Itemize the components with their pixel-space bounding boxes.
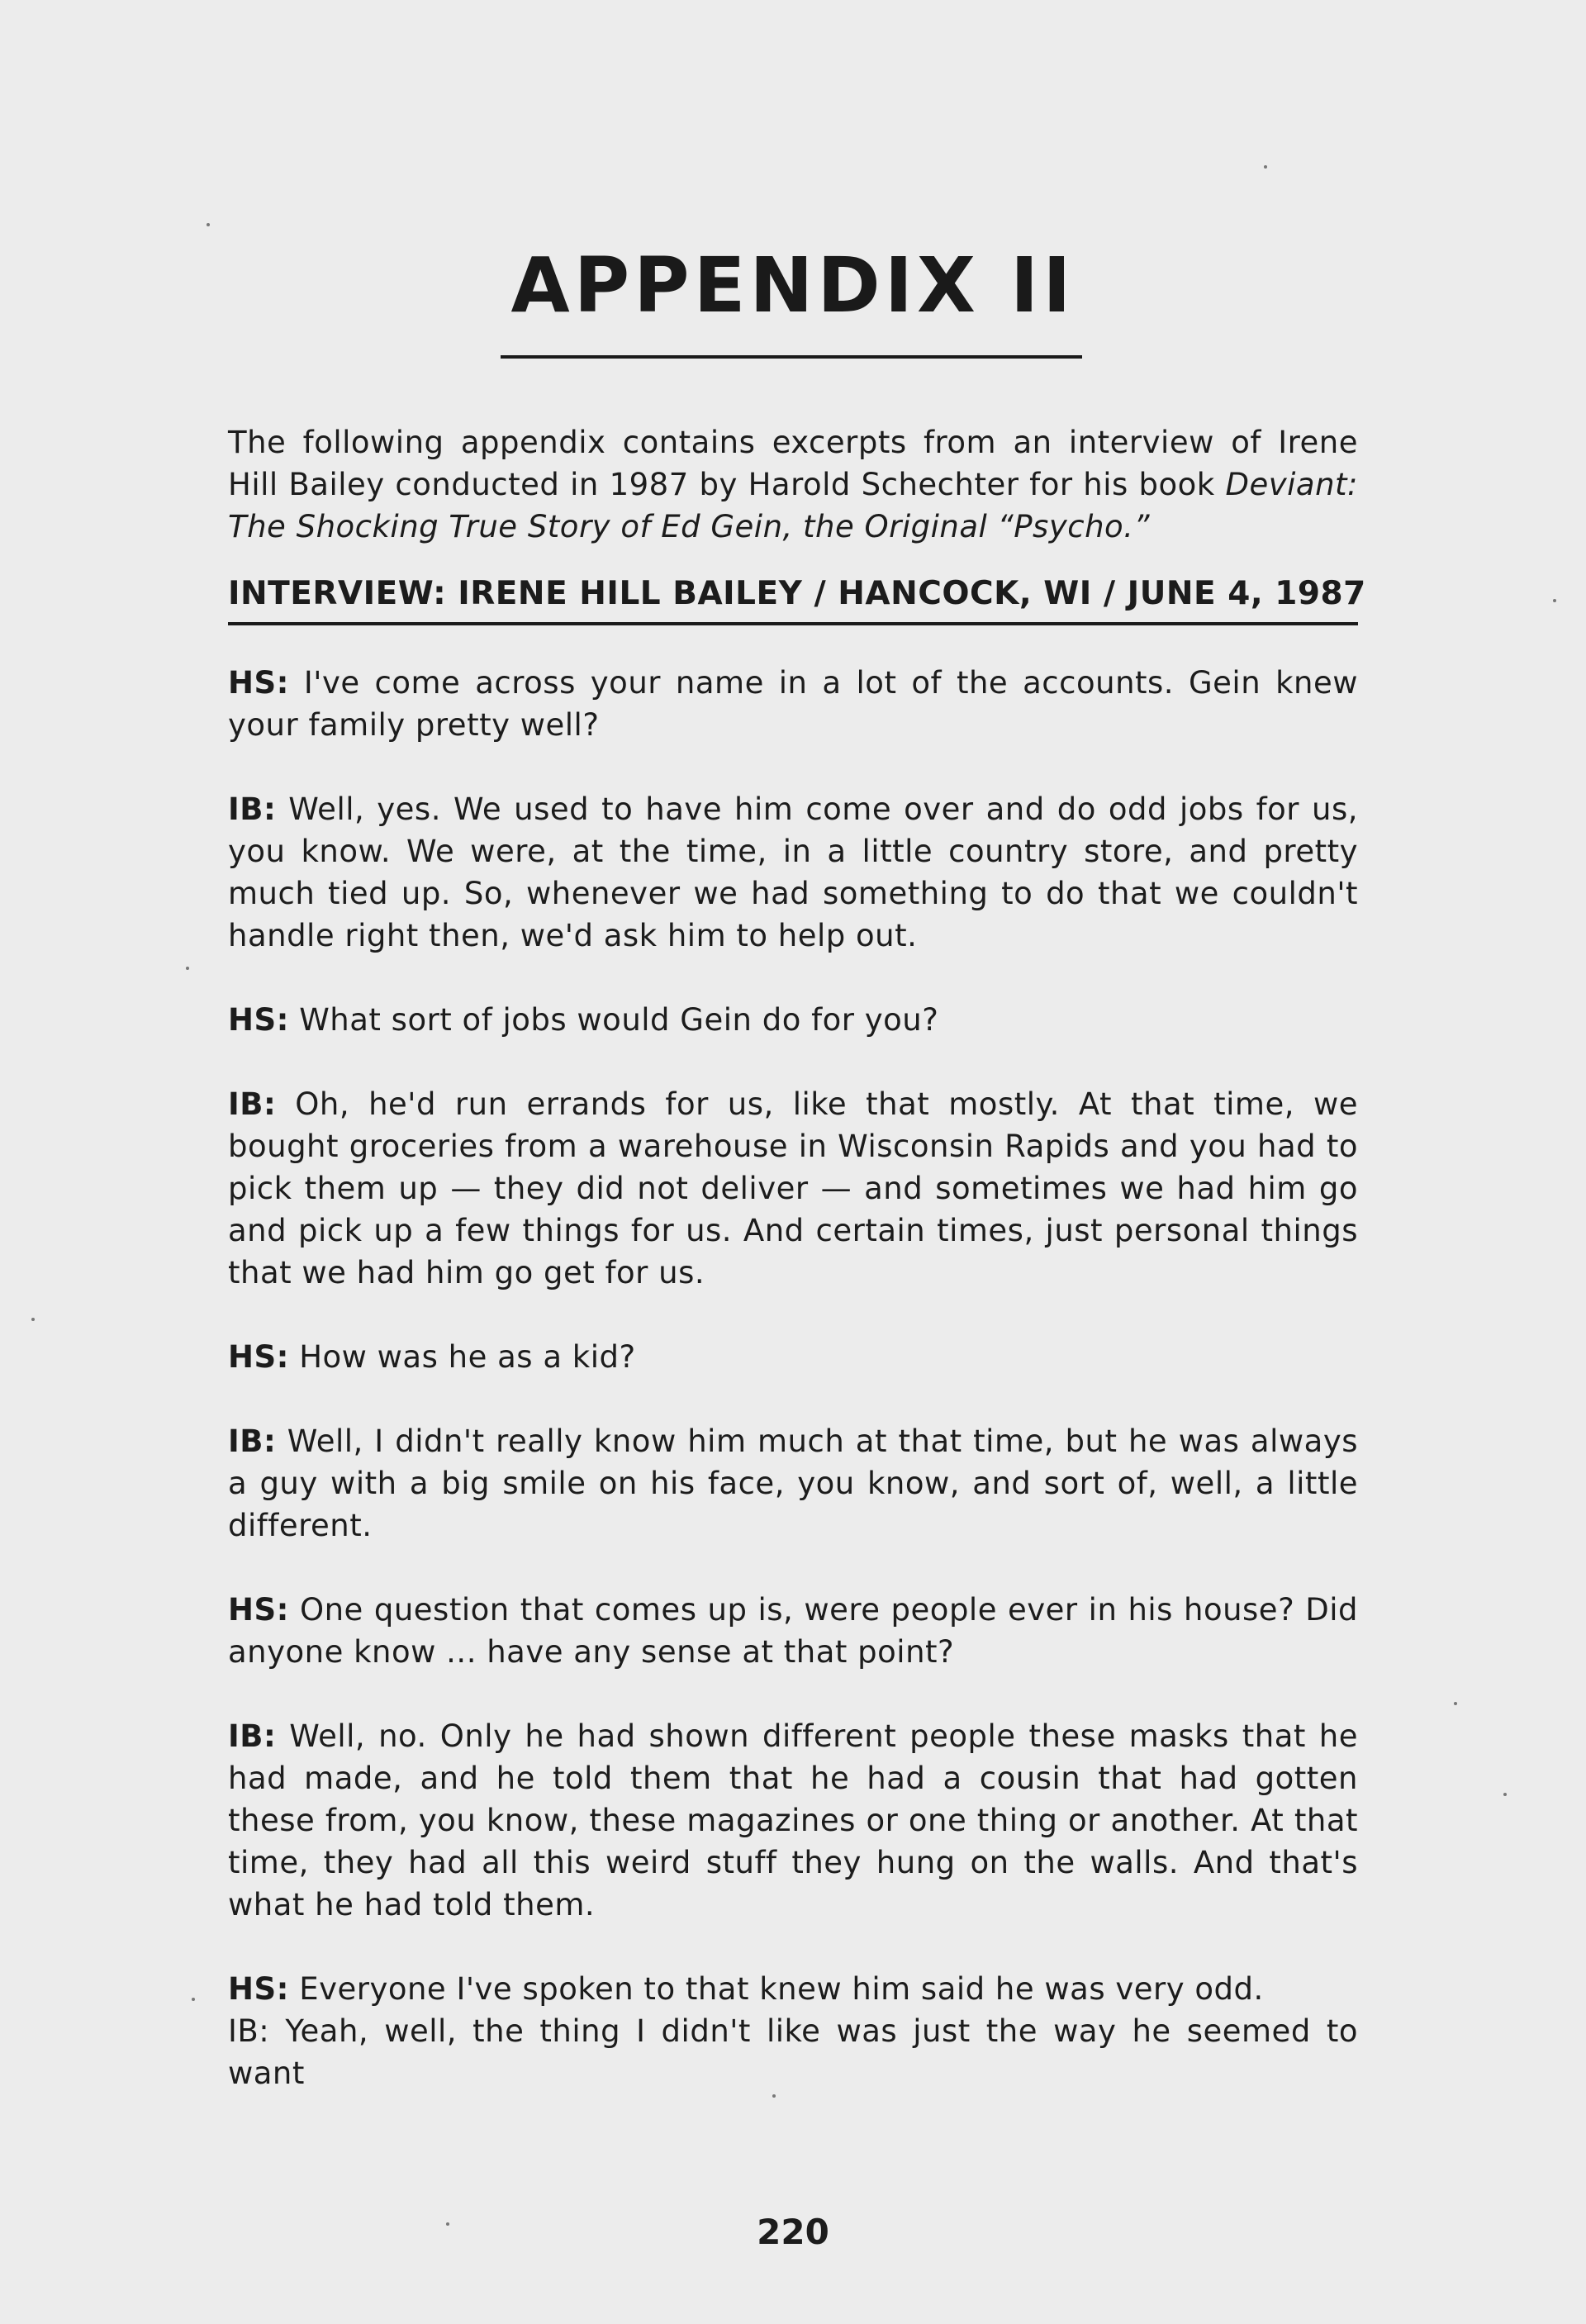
exchange-paragraph [228, 1589, 1358, 1673]
intro-paragraph [228, 421, 1358, 548]
exchange-paragraph [228, 1420, 1358, 1547]
exchange-paragraph [228, 788, 1358, 957]
paper-speck [1503, 1793, 1507, 1796]
speaker-label: IB: [228, 1423, 277, 1459]
speaker-label: HS: [228, 1971, 289, 2007]
exchange-text: Yeah, well, the thing I didn't like was just the way he seemed to want [228, 2013, 1359, 2091]
exchange-paragraph [228, 2010, 1358, 2094]
exchange-text: How was he as a kid? [299, 1339, 636, 1375]
exchange-text: I've come across your name in a lot of the accounts. Gein knew your family pretty well? [228, 665, 1358, 743]
interview-heading: INTERVIEW: IRENE HILL BAILEY / HANCOCK, WI / JUNE 4, 1987 [228, 573, 1358, 625]
speaker-label: IB: [228, 791, 277, 827]
exchange-paragraph [228, 1715, 1358, 1926]
exchange-text: One question that comes up is, were people ever in his house? Did anyone know ... have any sense at that point? [228, 1592, 1359, 1670]
paper-speck [1264, 165, 1267, 169]
paper-speck [1553, 599, 1556, 602]
speaker-label: IB: [228, 2013, 270, 2049]
speaker-label: HS: [228, 665, 289, 701]
exchange-text: Well, yes. We used to have him come over and do odd jobs for us, you know. We were, at the time, in a little country store, and pretty much tied up. So, whenever we had something to do that we couldn't handle right then, we'd ask him to help out. [228, 791, 1358, 953]
exchange-paragraph [228, 999, 1358, 1041]
exchange-text: What sort of jobs would Gein do for you? [299, 1002, 939, 1038]
exchange-text: Oh, he'd run errands for us, like that mostly. At that time, we bought groceries from a warehouse in Wisconsin Rapids and you had to pick them up — they did not deliver — and sometimes we had him go and pick up a few things for us. And certain times, just personal things that we had him go get for us. [228, 1086, 1358, 1290]
paper-speck [192, 1998, 195, 2001]
exchange-text: Well, no. Only he had shown different people these masks that he had made, and he told them that he had a cousin that had gotten these from, you know, these magazines or one thing or another. At that time, they had all this weird stuff they hung on the walls. And that's what he had told them. [228, 1718, 1358, 1922]
exchange-text: Well, I didn't really know him much at that time, but he was always a guy with a big smile on his face, you know, and sort of, well, a little different. [228, 1423, 1358, 1543]
paper-speck [446, 2222, 449, 2226]
exchange-text: Everyone I've spoken to that knew him said he was very odd. [299, 1971, 1264, 2007]
paper-speck [207, 223, 210, 226]
speaker-label: HS: [228, 1339, 289, 1375]
page-number: 220 [757, 2212, 829, 2252]
paper-speck [772, 2094, 776, 2098]
exchange-paragraph [228, 1083, 1358, 1294]
paper-speck [1454, 1702, 1457, 1705]
page-title: APPENDIX II [510, 241, 1076, 330]
exchange-paragraph [228, 1968, 1358, 2010]
speaker-label: HS: [228, 1592, 289, 1628]
page-body [228, 421, 1366, 2094]
speaker-label: IB: [228, 1718, 277, 1754]
intro-text: The following appendix contains excerpts from an interview of Irene Hill Bailey conducted in 1987 by Harold Schechter for his book [228, 425, 1358, 502]
intro-book-title: Deviant: The Shocking True Story of Ed Gein, the Original “Psycho.” [228, 467, 1358, 544]
speaker-label: IB: [228, 1086, 277, 1122]
title-underline [501, 355, 1082, 359]
exchange-paragraph [228, 662, 1358, 746]
speaker-label: HS: [228, 1002, 289, 1038]
paper-speck [31, 1318, 35, 1321]
paper-speck [186, 967, 189, 970]
exchange-paragraph [228, 1336, 1358, 1378]
